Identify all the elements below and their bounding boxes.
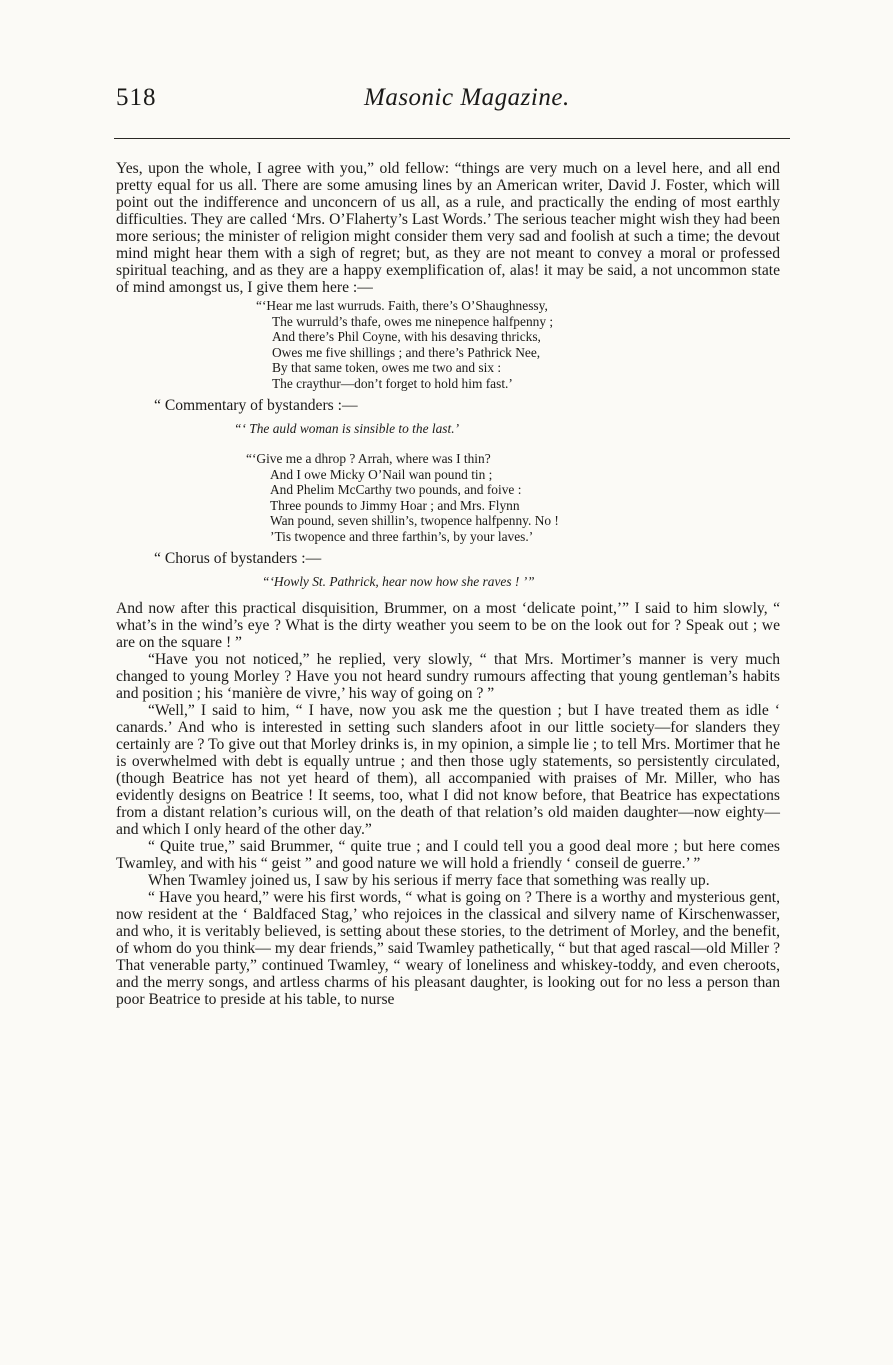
chorus-label: “ Chorus of bystanders :— — [154, 550, 322, 567]
verse-line: Wan pound, seven shillin’s, twopence halfpenny. No ! — [270, 513, 559, 528]
verse-line: The craythur—don’t forget to hold him fast.’ — [272, 375, 513, 391]
paragraph: “Well,” I said to him, “ I have, now you ask me the question ; but I have treated them as idle ‘ canards.’ And who is interested in setting such slanders afoot in our little society—for slanders they certainly are ? To give out that Morley drinks is, in my opinion, a simple lie ; to tell Mrs. Mortimer that he is overwhelmed with debt is equally untrue ; and then those ugly statements, so persistently circulated, (though Beatrice has not yet heard of them), all accompanied with praises of Mr. Miller, who has evidently designs on Beatrice ! It seems, too, what I did not know before, that Beatrice has expectations from a distant relation’s curious will, on the death of that relation’s old maiden daughter—now eighty—and which I only heard of the other day.” — [116, 702, 780, 838]
verse-line: And I owe Micky O’Nail wan pound tin ; — [270, 466, 493, 482]
verse-line: And Phelim McCarthy two pounds, and foive : — [270, 482, 522, 497]
page-header — [116, 84, 788, 124]
paragraph: Yes, upon the whole, I agree with you,” old fellow: “things are very much on a level here, and all end pretty equal for us all. There are some amusing lines by an American writer, David J. Foster, which will point out the indifference and unconcern of us all, as a rule, and practically the ending of most earthly difficulties. They are called ‘Mrs. O’Flaherty’s Last Words.’ The serious teacher might wish they had been more serious; the minister of religion might consider them very sad and foolish at such a time; the devout mind might hear them with a sigh of regret; but, as they are not meant to convey a moral or professed spiritual teaching, and as they are a happy exemplification of, alas! it may be said, a not uncommon state of mind amongst us, I give them here :— — [116, 160, 780, 296]
chorus-quote: “‘Howly St. Pathrick, hear now how she raves ! ’” — [262, 574, 535, 589]
running-title: Masonic Magazine. — [364, 84, 570, 111]
body-text — [116, 160, 780, 1008]
verse-mrs-oflaherty — [116, 298, 780, 391]
verse-line: “‘Hear me last wurruds. Faith, there’s O’Shaughnessy, — [256, 298, 548, 313]
header-rule — [114, 138, 790, 139]
commentary-label: “ Commentary of bystanders :— — [154, 397, 358, 414]
verse-line: Owes me five shillings ; and there’s Pathrick Nee, — [272, 344, 541, 360]
paragraph: “Have you not noticed,” he replied, very slowly, “ that Mrs. Mortimer’s manner is very much changed to young Morley ? Have you not heard sundry rumours affecting that young gentleman’s habits and position ; his ‘manière de vivre,’ his way of going on ? ” — [116, 651, 780, 702]
paragraph: “ Quite true,” said Brummer, “ quite true ; and I could tell you a good deal more ; but here comes Twamley, and with his “ geist ” and good nature we will hold a friendly ‘ conseil de guerre.’ ” — [116, 838, 780, 872]
paragraph: When Twamley joined us, I saw by his serious if merry face that something was really up. — [148, 872, 710, 889]
verse-line: The wurruld’s thafe, owes me ninepence halfpenny ; — [272, 313, 554, 329]
page-number: 518 — [116, 84, 157, 111]
verse-line: By that same token, owes me two and six : — [272, 360, 502, 375]
verse-line: Three pounds to Jimmy Hoar ; and Mrs. Flynn — [270, 497, 520, 513]
paragraph: And now after this practical disquisition, Brummer, on a most ‘delicate point,’” I said to him slowly, “ what’s in the wind’s eye ? What is the dirty weather you seem to be on the look out for ? Speak out ; we are on the square ! ” — [116, 600, 780, 651]
verse-line: And there’s Phil Coyne, with his desaving thricks, — [272, 329, 541, 344]
verse-line: “‘Give me a dhrop ? Arrah, where was I thin? — [246, 451, 491, 466]
verse-second-stanza — [116, 451, 780, 544]
verse-line: ’Tis twopence and three farthin’s, by your laves.’ — [270, 528, 534, 544]
paragraph: “ Have you heard,” were his first words, “ what is going on ? There is a worthy and mysterious gent, now resident at the ‘ Baldfaced Stag,’ who rejoices in the classical and silvery name of Kirschenwasser, and who, it is veritably believed, is setting about these stories, to the detriment of Morley, and the benefit, of whom do you think— my dear friends,” said Twamley pathetically, “ but that aged rascal—old Miller ? That venerable party,” continued Twamley, “ weary of loneliness and whiskey-toddy, and even cheroots, and the merry songs, and artless charms of his pleasant daughter, is looking out for no less a person than poor Beatrice to preside at his table, to nurse — [116, 889, 780, 1008]
commentary-quote: “‘ The auld woman is sinsible to the last.’ — [234, 421, 460, 436]
